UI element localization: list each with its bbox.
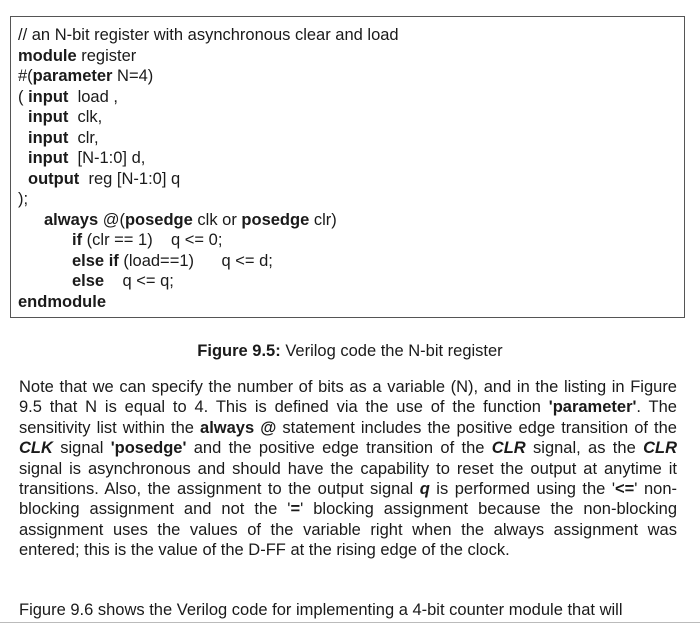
code-line-10: always @(posedge clk or posedge clr) <box>44 210 337 229</box>
body-paragraph-2: Figure 9.6 shows the Verilog code for implementing a 4-bit counter module that will <box>19 601 623 619</box>
code-line-7: input [N-1:0] d, <box>28 149 146 167</box>
body-paragraph-1: Note that we can specify the number of bits as a variable (N), and in the listing in Figure 9.5 that N is equal to 4. This is defined via the use of the function 'parameter'. The sensitivity list within the always @ statement includes the positive edge transition of the CLK signal 'posedge' and the positive edge transition of the CLR signal, as the CLR signal is asynchronous and should have the capability to reset the output at anytime it transitions. Also, the assignment to the output signal q is performed using the '<=' non-blocking assignment and not the '=' blocking assignment because the non-blocking assignment uses the values of the variable right when the always assignment was entered; this is the value of the D-FF at the rising edge of the clock. <box>19 378 677 560</box>
code-line-5: input clk, <box>28 108 103 126</box>
code-line-6: input clr, <box>28 128 99 147</box>
code-line-11: if (clr == 1) q <= 0; <box>72 231 223 249</box>
code-line-13: else q <= q; <box>72 272 174 290</box>
code-line-8: output reg [N-1:0] q <box>28 169 181 188</box>
code-line-1: // an N-bit register with asynchronous clear and load <box>18 26 399 44</box>
code-listing-box <box>10 16 685 318</box>
code-line-14: endmodule <box>18 292 107 311</box>
code-line-9: ); <box>18 190 29 208</box>
figure-label: Figure 9.5: <box>197 342 281 360</box>
code-line-12: else if (load==1) q <= d; <box>72 251 273 270</box>
page-bottom-rule <box>0 622 700 623</box>
figure-caption <box>0 341 700 361</box>
code-line-4: ( input load , <box>18 87 118 106</box>
code-line-2: module register <box>18 46 137 65</box>
figure-caption-text: Verilog code the N-bit register <box>280 342 503 360</box>
code-line-3: #(parameter N=4) <box>18 67 154 85</box>
